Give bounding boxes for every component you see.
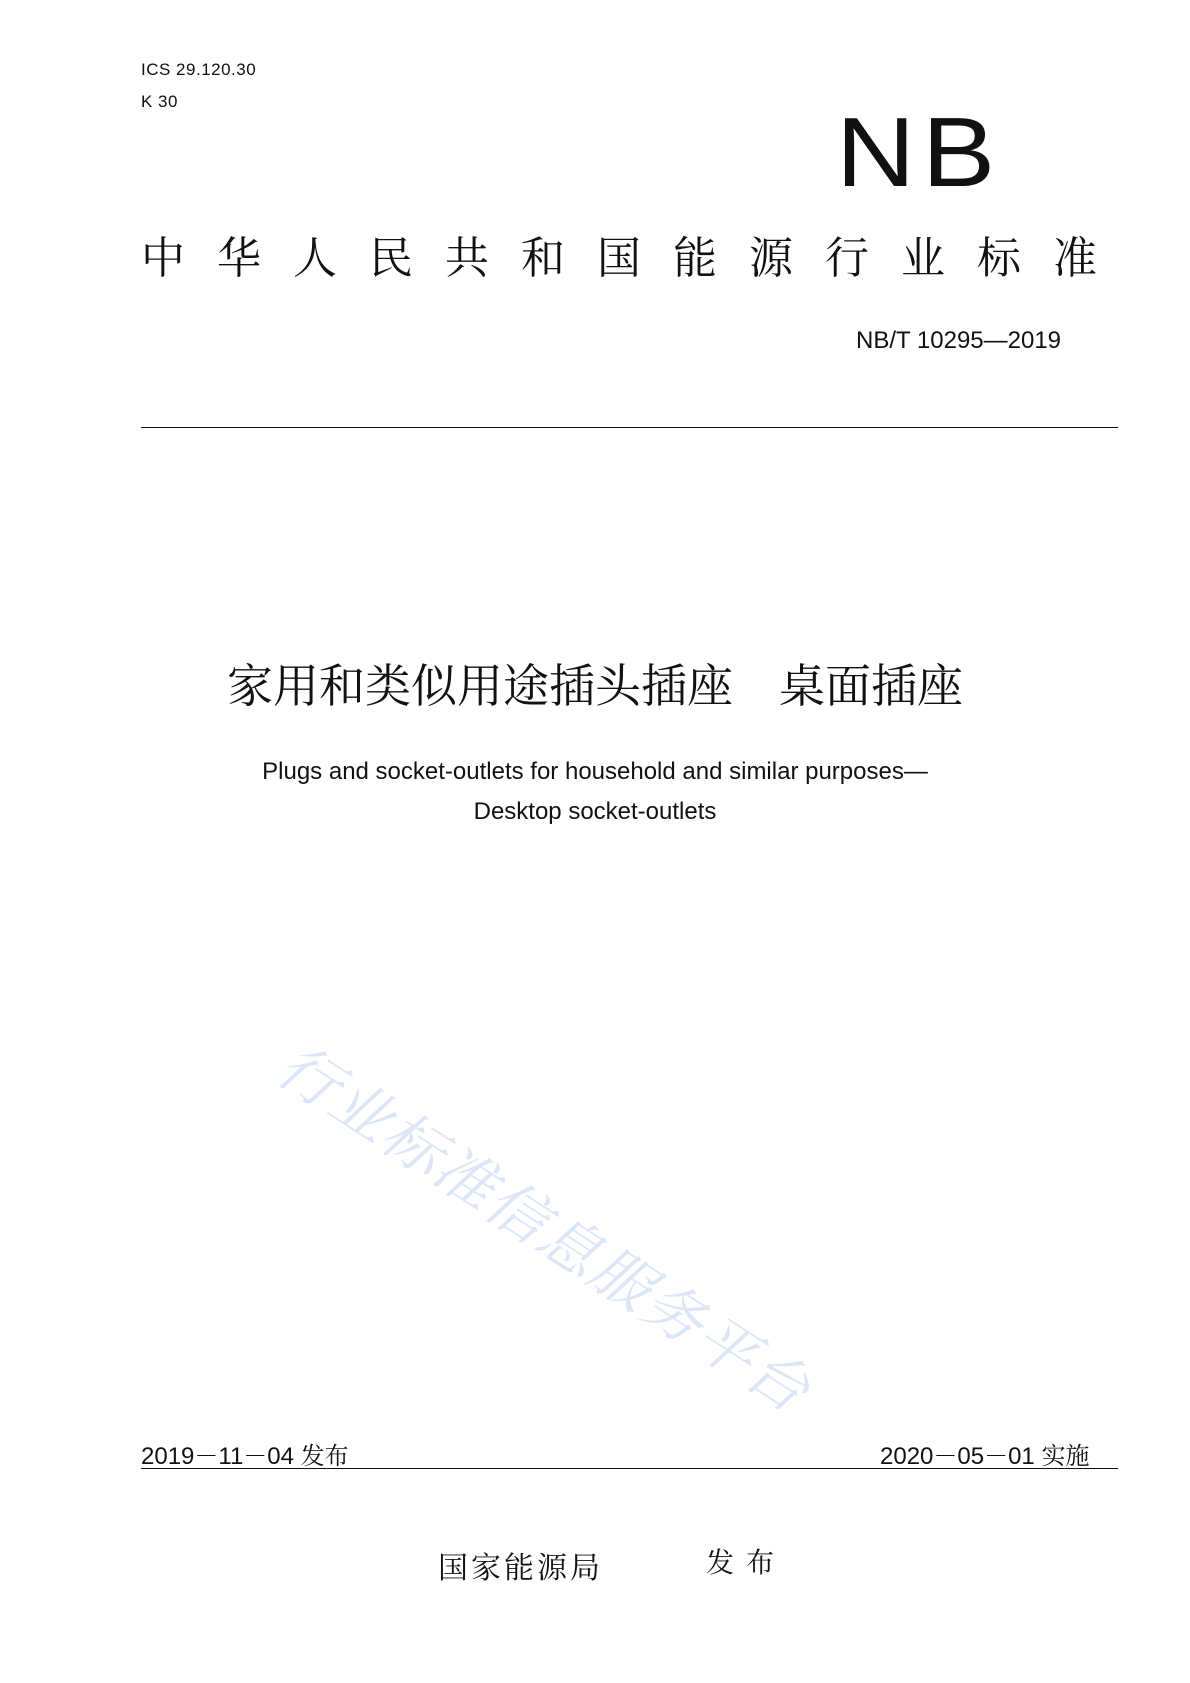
classification-code: K 30 [141,92,178,111]
publication-date: 2019－11－04 发布 [141,1443,349,1470]
ics-code: ICS 29.120.30 [141,60,257,79]
chinese-title: 家用和类似用途插头插座 桌面插座 [227,659,963,713]
top-divider [141,427,1118,428]
nb-logo: NB [836,97,1002,207]
issue-label: 发布 [706,1547,787,1578]
english-title [0,752,1190,832]
watermark: 行业标准信息服务平台 [265,1031,823,1426]
national-standard-title: 中华人民共和国能源行业标准 [141,234,1129,283]
english-title-line-2: Desktop socket-outlets [473,798,717,825]
standard-number: NB/T 10295—2019 [856,327,1062,354]
effective-date: 2020－05－01 实施 [880,1443,1090,1470]
bottom-divider [141,1468,1118,1469]
english-title-line-1: Plugs and socket-outlets for household and similar purposes— [262,758,928,785]
issuing-authority: 国家能源局 [438,1552,603,1585]
